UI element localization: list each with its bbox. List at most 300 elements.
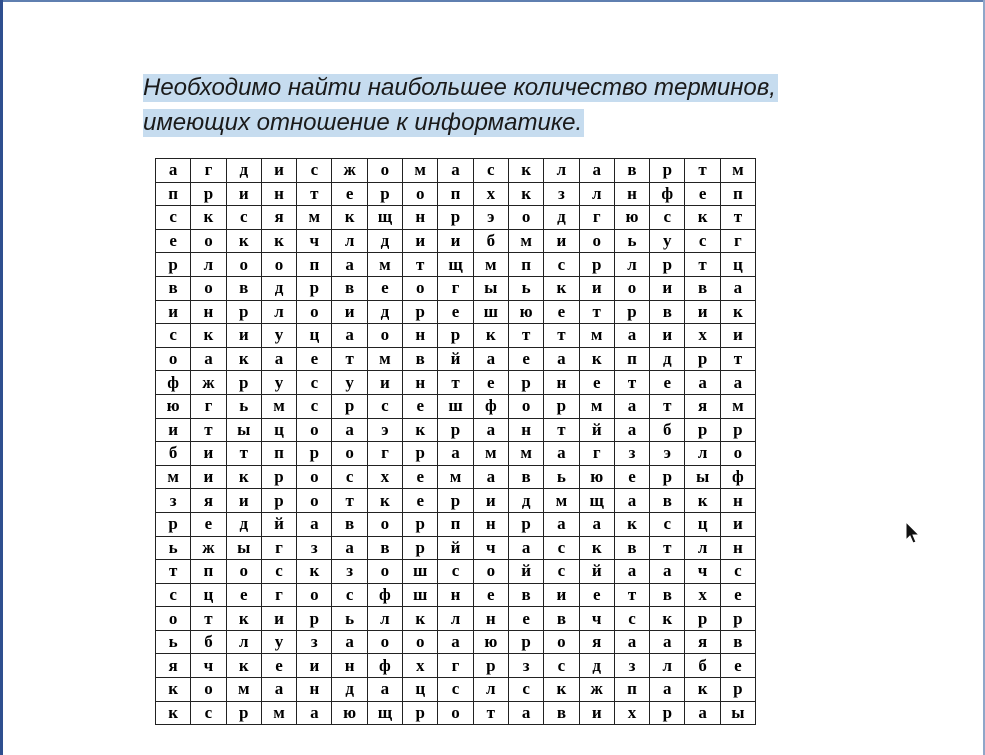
grid-cell: в <box>332 276 367 300</box>
grid-cell: е <box>261 654 296 678</box>
grid-cell: д <box>508 489 543 513</box>
grid-cell: э <box>473 206 508 230</box>
grid-cell: э <box>650 442 685 466</box>
grid-cell: р <box>403 442 438 466</box>
grid-cell: о <box>508 394 543 418</box>
grid-row <box>156 465 756 489</box>
grid-cell: й <box>438 347 473 371</box>
grid-cell: м <box>297 206 332 230</box>
grid-cell: р <box>650 159 685 183</box>
grid-cell: х <box>403 654 438 678</box>
grid-cell: д <box>261 276 296 300</box>
grid-cell: я <box>156 654 191 678</box>
grid-row <box>156 654 756 678</box>
grid-cell: б <box>685 654 720 678</box>
grid-cell: о <box>367 560 402 584</box>
grid-cell: ч <box>685 560 720 584</box>
grid-cell: о <box>508 206 543 230</box>
grid-cell: е <box>508 347 543 371</box>
grid-cell: р <box>191 182 226 206</box>
grid-cell: ш <box>438 394 473 418</box>
grid-cell: с <box>297 371 332 395</box>
grid-cell: а <box>544 442 579 466</box>
grid-row <box>156 347 756 371</box>
grid-cell: н <box>403 371 438 395</box>
grid-cell: р <box>685 347 720 371</box>
grid-cell: в <box>650 300 685 324</box>
grid-cell: а <box>650 630 685 654</box>
grid-cell: ф <box>473 394 508 418</box>
grid-row <box>156 159 756 183</box>
grid-cell: р <box>508 512 543 536</box>
grid-cell: т <box>650 536 685 560</box>
grid-cell: т <box>191 607 226 631</box>
grid-cell: р <box>650 465 685 489</box>
grid-cell: р <box>685 418 720 442</box>
grid-cell: г <box>191 394 226 418</box>
window-left-border <box>0 0 3 755</box>
grid-cell: и <box>685 300 720 324</box>
grid-row <box>156 182 756 206</box>
grid-cell: в <box>508 465 543 489</box>
grid-cell: л <box>544 159 579 183</box>
grid-cell: р <box>685 607 720 631</box>
grid-cell: о <box>403 182 438 206</box>
grid-row <box>156 583 756 607</box>
grid-cell: п <box>297 253 332 277</box>
grid-cell: с <box>332 465 367 489</box>
grid-cell: и <box>261 607 296 631</box>
grid-cell: з <box>508 654 543 678</box>
grid-cell: б <box>191 630 226 654</box>
grid-cell: л <box>226 630 261 654</box>
grid-cell: е <box>156 229 191 253</box>
grid-cell: г <box>720 229 755 253</box>
grid-cell: и <box>156 300 191 324</box>
grid-cell: р <box>720 678 755 702</box>
grid-cell: а <box>438 630 473 654</box>
grid-cell: т <box>685 159 720 183</box>
grid-cell: з <box>544 182 579 206</box>
grid-cell: д <box>367 300 402 324</box>
grid-cell: в <box>650 489 685 513</box>
grid-row <box>156 512 756 536</box>
grid-cell: я <box>685 394 720 418</box>
grid-cell: а <box>261 678 296 702</box>
grid-cell: р <box>403 536 438 560</box>
grid-cell: о <box>226 253 261 277</box>
grid-cell: я <box>261 206 296 230</box>
grid-cell: т <box>297 182 332 206</box>
grid-cell: о <box>191 276 226 300</box>
grid-cell: д <box>332 678 367 702</box>
word-search-grid <box>155 158 756 725</box>
grid-row <box>156 276 756 300</box>
grid-cell: и <box>226 489 261 513</box>
grid-cell: л <box>579 182 614 206</box>
grid-cell: е <box>579 583 614 607</box>
grid-cell: р <box>720 607 755 631</box>
grid-cell: с <box>650 206 685 230</box>
grid-cell: з <box>614 654 649 678</box>
grid-cell: г <box>367 442 402 466</box>
grid-cell: р <box>261 465 296 489</box>
grid-cell: ц <box>685 512 720 536</box>
grid-cell: г <box>261 536 296 560</box>
grid-cell: т <box>156 560 191 584</box>
grid-cell: у <box>261 630 296 654</box>
grid-cell: в <box>403 347 438 371</box>
grid-cell: з <box>297 536 332 560</box>
grid-cell: ж <box>332 159 367 183</box>
grid-cell: о <box>191 678 226 702</box>
grid-cell: ц <box>403 678 438 702</box>
grid-cell: п <box>438 512 473 536</box>
grid-cell: м <box>720 159 755 183</box>
grid-cell: т <box>720 206 755 230</box>
grid-cell: ы <box>685 465 720 489</box>
grid-cell: е <box>508 607 543 631</box>
grid-cell: а <box>508 536 543 560</box>
grid-cell: л <box>438 607 473 631</box>
grid-cell: р <box>297 607 332 631</box>
grid-cell: г <box>438 654 473 678</box>
grid-cell: у <box>650 229 685 253</box>
grid-cell: р <box>403 701 438 725</box>
task-line-1: Необходимо найти наибольшее количество терминов, <box>143 74 776 101</box>
grid-cell: и <box>438 229 473 253</box>
grid-cell: м <box>261 394 296 418</box>
grid-cell: с <box>367 394 402 418</box>
grid-cell: к <box>650 607 685 631</box>
grid-cell: в <box>508 583 543 607</box>
grid-cell: г <box>438 276 473 300</box>
grid-cell: к <box>403 418 438 442</box>
grid-cell: е <box>720 654 755 678</box>
grid-cell: о <box>297 583 332 607</box>
grid-cell: ц <box>191 583 226 607</box>
grid-cell: м <box>473 442 508 466</box>
grid-cell: м <box>508 229 543 253</box>
grid-cell: а <box>650 560 685 584</box>
grid-cell: о <box>367 159 402 183</box>
grid-cell: и <box>191 465 226 489</box>
grid-cell: в <box>544 607 579 631</box>
grid-cell: и <box>720 324 755 348</box>
grid-cell: е <box>650 371 685 395</box>
grid-cell: ю <box>156 394 191 418</box>
grid-cell: н <box>261 182 296 206</box>
grid-cell: в <box>367 536 402 560</box>
grid-cell: к <box>508 182 543 206</box>
grid-cell: ь <box>156 630 191 654</box>
grid-cell: е <box>403 465 438 489</box>
grid-cell: а <box>438 159 473 183</box>
grid-cell: в <box>544 701 579 725</box>
grid-cell: с <box>438 678 473 702</box>
grid-cell: с <box>156 583 191 607</box>
grid-cell: и <box>650 324 685 348</box>
grid-cell: а <box>473 465 508 489</box>
grid-cell: ю <box>508 300 543 324</box>
grid-cell: д <box>544 206 579 230</box>
grid-cell: р <box>261 489 296 513</box>
grid-cell: а <box>297 701 332 725</box>
grid-cell: м <box>720 394 755 418</box>
grid-cell: п <box>614 678 649 702</box>
grid-cell: к <box>403 607 438 631</box>
grid-cell: ю <box>332 701 367 725</box>
grid-cell: т <box>508 324 543 348</box>
grid-cell: о <box>579 229 614 253</box>
grid-cell: м <box>403 159 438 183</box>
grid-cell: т <box>332 489 367 513</box>
grid-cell: о <box>720 442 755 466</box>
grid-cell: с <box>226 206 261 230</box>
grid-cell: л <box>614 253 649 277</box>
grid-cell: н <box>438 583 473 607</box>
grid-cell: н <box>403 324 438 348</box>
grid-cell: р <box>438 324 473 348</box>
grid-cell: а <box>579 159 614 183</box>
grid-cell: с <box>544 536 579 560</box>
grid-cell: а <box>614 630 649 654</box>
grid-cell: п <box>191 560 226 584</box>
grid-cell: р <box>297 276 332 300</box>
grid-cell: а <box>650 678 685 702</box>
grid-cell: р <box>367 182 402 206</box>
grid-cell: е <box>403 489 438 513</box>
grid-row <box>156 324 756 348</box>
grid-cell: к <box>261 229 296 253</box>
grid-cell: т <box>685 253 720 277</box>
grid-cell: ю <box>614 206 649 230</box>
grid-row <box>156 678 756 702</box>
grid-cell: м <box>438 465 473 489</box>
grid-cell: ь <box>226 394 261 418</box>
grid-cell: а <box>614 489 649 513</box>
grid-cell: т <box>473 701 508 725</box>
grid-cell: н <box>614 182 649 206</box>
grid-cell: х <box>685 324 720 348</box>
grid-cell: е <box>579 371 614 395</box>
grid-cell: ь <box>544 465 579 489</box>
grid-cell: р <box>156 253 191 277</box>
grid-cell: ф <box>650 182 685 206</box>
grid-cell: с <box>191 701 226 725</box>
grid-cell: х <box>473 182 508 206</box>
grid-cell: к <box>191 324 226 348</box>
grid-cell: с <box>544 560 579 584</box>
grid-cell: п <box>261 442 296 466</box>
grid-cell: п <box>720 182 755 206</box>
grid-cell: с <box>261 560 296 584</box>
grid-cell: к <box>156 701 191 725</box>
grid-cell: е <box>367 276 402 300</box>
grid-cell: е <box>332 182 367 206</box>
grid-cell: е <box>297 347 332 371</box>
grid-cell: р <box>614 300 649 324</box>
grid-cell: т <box>579 300 614 324</box>
grid-cell: о <box>367 324 402 348</box>
grid-cell: ж <box>191 371 226 395</box>
grid-row <box>156 371 756 395</box>
grid-cell: р <box>226 701 261 725</box>
grid-cell: у <box>261 324 296 348</box>
grid-cell: а <box>544 347 579 371</box>
grid-cell: м <box>226 678 261 702</box>
grid-cell: а <box>156 159 191 183</box>
grid-cell: с <box>297 159 332 183</box>
grid-cell: ы <box>226 418 261 442</box>
grid-row <box>156 206 756 230</box>
grid-cell: р <box>720 418 755 442</box>
grid-cell: а <box>473 418 508 442</box>
grid-cell: в <box>156 276 191 300</box>
grid-cell: р <box>508 630 543 654</box>
grid-cell: ж <box>579 678 614 702</box>
grid-cell: н <box>403 206 438 230</box>
grid-cell: а <box>614 324 649 348</box>
grid-cell: о <box>367 630 402 654</box>
grid-cell: г <box>261 583 296 607</box>
grid-row <box>156 701 756 725</box>
grid-cell: и <box>544 229 579 253</box>
grid-cell: т <box>544 324 579 348</box>
grid-cell: х <box>367 465 402 489</box>
grid-row <box>156 607 756 631</box>
grid-row <box>156 394 756 418</box>
grid-cell: р <box>403 512 438 536</box>
grid-cell: и <box>367 371 402 395</box>
grid-cell: д <box>226 512 261 536</box>
grid-cell: б <box>650 418 685 442</box>
grid-cell: о <box>226 560 261 584</box>
grid-cell: т <box>544 418 579 442</box>
grid-cell: н <box>297 678 332 702</box>
grid-cell: и <box>332 300 367 324</box>
grid-cell: л <box>332 229 367 253</box>
grid-cell: а <box>614 560 649 584</box>
grid-cell: к <box>579 347 614 371</box>
grid-cell: в <box>720 630 755 654</box>
grid-row <box>156 536 756 560</box>
grid-cell: х <box>614 701 649 725</box>
grid-cell: а <box>685 701 720 725</box>
grid-cell: о <box>403 630 438 654</box>
grid-cell: и <box>191 442 226 466</box>
grid-cell: и <box>720 512 755 536</box>
grid-cell: с <box>473 159 508 183</box>
grid-cell: й <box>579 560 614 584</box>
grid-cell: р <box>297 442 332 466</box>
grid-cell: ы <box>720 701 755 725</box>
grid-cell: т <box>403 253 438 277</box>
grid-cell: и <box>156 418 191 442</box>
grid-cell: ч <box>191 654 226 678</box>
grid-cell: о <box>544 630 579 654</box>
grid-cell: н <box>473 512 508 536</box>
grid-cell: к <box>191 206 226 230</box>
grid-cell: а <box>332 418 367 442</box>
grid-cell: т <box>332 347 367 371</box>
grid-cell: т <box>438 371 473 395</box>
grid-row <box>156 442 756 466</box>
grid-cell: с <box>544 253 579 277</box>
grid-cell: а <box>261 347 296 371</box>
grid-cell: к <box>297 560 332 584</box>
grid-cell: ч <box>579 607 614 631</box>
grid-cell: е <box>473 371 508 395</box>
grid-cell: н <box>508 418 543 442</box>
grid-cell: р <box>438 418 473 442</box>
grid-cell: л <box>685 536 720 560</box>
grid-cell: н <box>191 300 226 324</box>
grid-cell: к <box>508 159 543 183</box>
grid-cell: ц <box>261 418 296 442</box>
grid-cell: р <box>226 371 261 395</box>
grid-cell: м <box>508 442 543 466</box>
grid-cell: в <box>685 276 720 300</box>
grid-cell: с <box>544 654 579 678</box>
grid-cell: ш <box>403 583 438 607</box>
grid-cell: а <box>438 442 473 466</box>
grid-cell: ц <box>297 324 332 348</box>
grid-cell: к <box>579 536 614 560</box>
word-search-table <box>155 158 756 725</box>
window-top-border <box>0 0 985 2</box>
grid-cell: м <box>579 324 614 348</box>
grid-cell: а <box>614 394 649 418</box>
grid-cell: ж <box>191 536 226 560</box>
grid-cell: т <box>226 442 261 466</box>
grid-row <box>156 418 756 442</box>
grid-cell: р <box>438 206 473 230</box>
grid-cell: р <box>226 300 261 324</box>
grid-cell: п <box>438 182 473 206</box>
grid-cell: ы <box>473 276 508 300</box>
grid-cell: а <box>685 371 720 395</box>
grid-cell: к <box>226 229 261 253</box>
grid-cell: е <box>191 512 226 536</box>
grid-cell: э <box>367 418 402 442</box>
grid-cell: в <box>332 512 367 536</box>
task-text <box>143 70 863 140</box>
grid-cell: р <box>508 371 543 395</box>
grid-cell: к <box>367 489 402 513</box>
grid-cell: о <box>297 489 332 513</box>
grid-cell: е <box>473 583 508 607</box>
grid-cell: и <box>403 229 438 253</box>
grid-cell: ц <box>720 253 755 277</box>
grid-cell: р <box>650 701 685 725</box>
grid-cell: к <box>685 678 720 702</box>
grid-cell: н <box>720 489 755 513</box>
grid-cell: о <box>261 253 296 277</box>
grid-cell: ф <box>367 654 402 678</box>
grid-cell: а <box>191 347 226 371</box>
grid-cell: р <box>544 394 579 418</box>
grid-cell: к <box>720 300 755 324</box>
grid-cell: ш <box>403 560 438 584</box>
grid-cell: о <box>403 276 438 300</box>
grid-cell: щ <box>367 206 402 230</box>
grid-cell: с <box>650 512 685 536</box>
grid-cell: ч <box>297 229 332 253</box>
grid-cell: с <box>508 678 543 702</box>
grid-cell: я <box>685 630 720 654</box>
grid-cell: г <box>579 206 614 230</box>
